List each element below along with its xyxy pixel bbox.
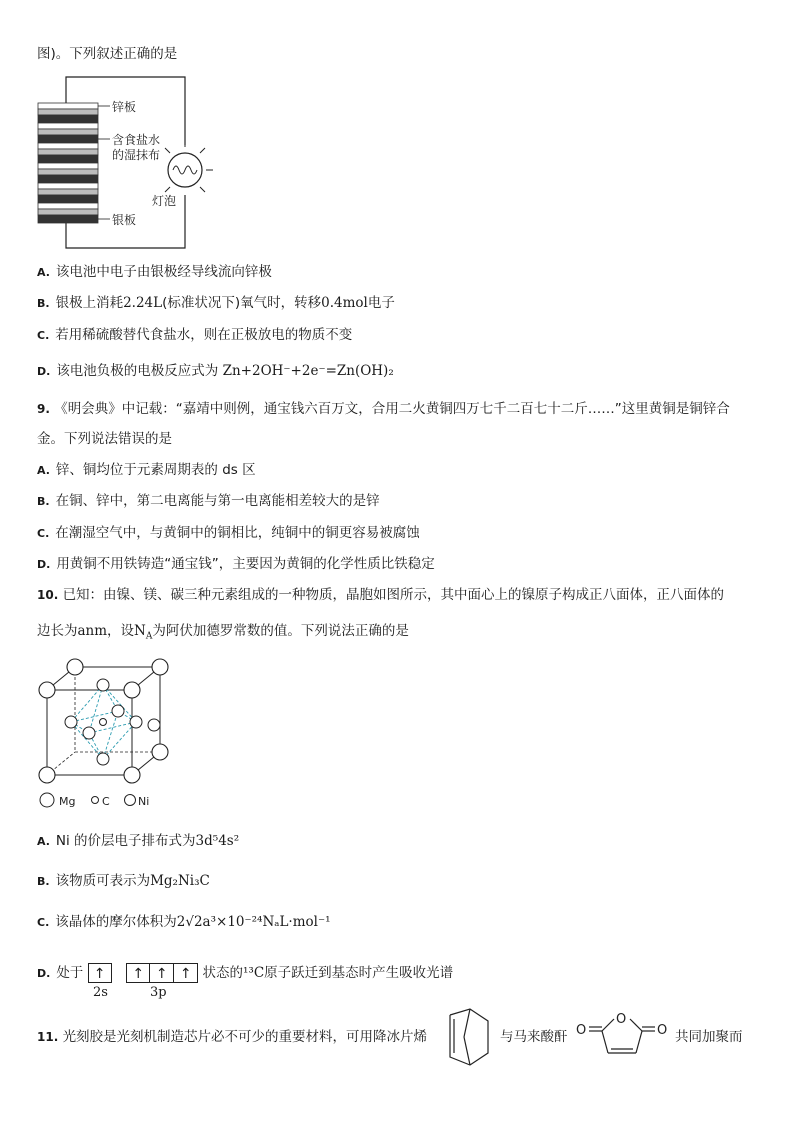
q10-stem-2: 边长为anm，设$N_A$为阿伏加德罗常数的值。下列说法正确的是 (37, 623, 409, 642)
q9-option-c: C. 在潮湿空气中，与黄铜中的铜相比，纯铜中的铜更容易被腐蚀 (37, 525, 420, 541)
ni-atom (97, 679, 109, 691)
ni-atom (65, 716, 77, 728)
orbital-box: ↑ (174, 963, 198, 983)
q8-option-c: C. 若用稀硫酸替代食盐水，则在正极放电的物质不变 (37, 327, 353, 343)
anhydride-ring-o: O (616, 1012, 627, 1027)
mg-atom (124, 682, 140, 698)
mg-atom (67, 659, 83, 675)
mg-atom (39, 682, 55, 698)
q8-option-a: A. 该电池中电子由银极经导线流向锌极 (37, 264, 272, 280)
mg-atom (152, 744, 168, 760)
orbital-2s-label: 2s (93, 985, 108, 1000)
crystal-cell-diagram (32, 655, 172, 810)
anhydride-left-o: O (576, 1023, 587, 1038)
mg-atom (39, 767, 55, 783)
legend-c-icon (92, 797, 99, 804)
mg-atom (124, 767, 140, 783)
ni-atom (112, 705, 124, 717)
mg-atom (152, 659, 168, 675)
legend-mg-icon (40, 793, 54, 807)
q9-option-d: D. 用黄铜不用铁铸造“通宝钱”，主要因为黄铜的化学性质比铁稳定 (37, 556, 435, 572)
legend-mg: Mg (59, 795, 76, 808)
orbital-2s (88, 963, 112, 983)
q8-option-d: D. 该电池负极的电极反应式为 Zn+2OH⁻+2e⁻=Zn(OH)₂ (37, 363, 394, 379)
q10-option-a: A. Ni 的价层电子排布式为3d⁵4s² (37, 833, 240, 849)
ni-atom (148, 719, 160, 731)
zinc-label: 锌板 (112, 100, 137, 114)
q9-stem-1: 9. 《明会典》中记载：“嘉靖中则例，通宝钱六百万文，合用二火黄铜四万七千二百七十二斤……”这里黄铜是铜锌合 (37, 401, 730, 417)
battery-diagram (30, 75, 230, 255)
orbital-box: ↑ (88, 963, 112, 983)
q11-stem: 11. 光刻胶是光刻机制造芯片必不可少的重要材料，可用降冰片烯 (37, 1029, 428, 1045)
anhydride-right-o: O (657, 1023, 668, 1038)
orbital-3p-label: 3p (150, 985, 167, 1000)
q10-stem-1: 10. 已知：由镍、镁、碳三种元素组成的一种物质，晶胞如图所示，其中面心上的镍原子构成正八面体，正八面体的 (37, 587, 725, 603)
c-atom (100, 719, 107, 726)
cell-stack (38, 103, 98, 223)
maleic-anhydride-structure (572, 1005, 672, 1065)
q9-option-a: A. 锌、铜均位于元素周期表的 ds 区 (37, 462, 256, 478)
ni-atom (97, 753, 109, 765)
orbital-box: ↑ (126, 963, 150, 983)
cloth-label-1: 含食盐水 (112, 133, 161, 147)
orbital-3p (126, 963, 198, 983)
norbornene-structure (440, 1005, 498, 1067)
q9-stem-2: 金。下列说法错误的是 (37, 431, 172, 447)
legend-c: C (102, 795, 110, 808)
cloth-label-2: 的湿抹布 (112, 148, 161, 162)
q11-stem-end: 共同加聚而 (675, 1029, 743, 1045)
q10-option-d: D. 处于 ↑ ↑ ↑ ↑ 状态的¹³C原子跃迁到基态时产生吸收光谱 (37, 965, 454, 982)
bulb-icon (165, 141, 213, 192)
bulb-label: 灯泡 (152, 194, 177, 208)
q10-option-c: C. 该晶体的摩尔体积为2√2a³×10⁻²⁴NₐL·mol⁻¹ (37, 914, 331, 930)
q8-option-b: B. 银极上消耗2.24L(标准状况下)氧气时，转移0.4mol电子 (37, 295, 395, 311)
ni-atom (83, 727, 95, 739)
orbital-box: ↑ (150, 963, 174, 983)
silver-label: 银板 (112, 213, 137, 227)
q11-stem-mid: 与马来酸酐 (500, 1029, 568, 1045)
q10-option-b: B. 该物质可表示为Mg₂Ni₃C (37, 873, 210, 889)
legend-ni-icon (125, 795, 136, 806)
question-stem-tail: 图)。下列叙述正确的是 (37, 46, 178, 62)
q9-option-b: B. 在铜、锌中，第二电离能与第一电离能相差较大的是锌 (37, 493, 380, 509)
legend-ni: Ni (138, 795, 150, 808)
ni-atom (130, 716, 142, 728)
